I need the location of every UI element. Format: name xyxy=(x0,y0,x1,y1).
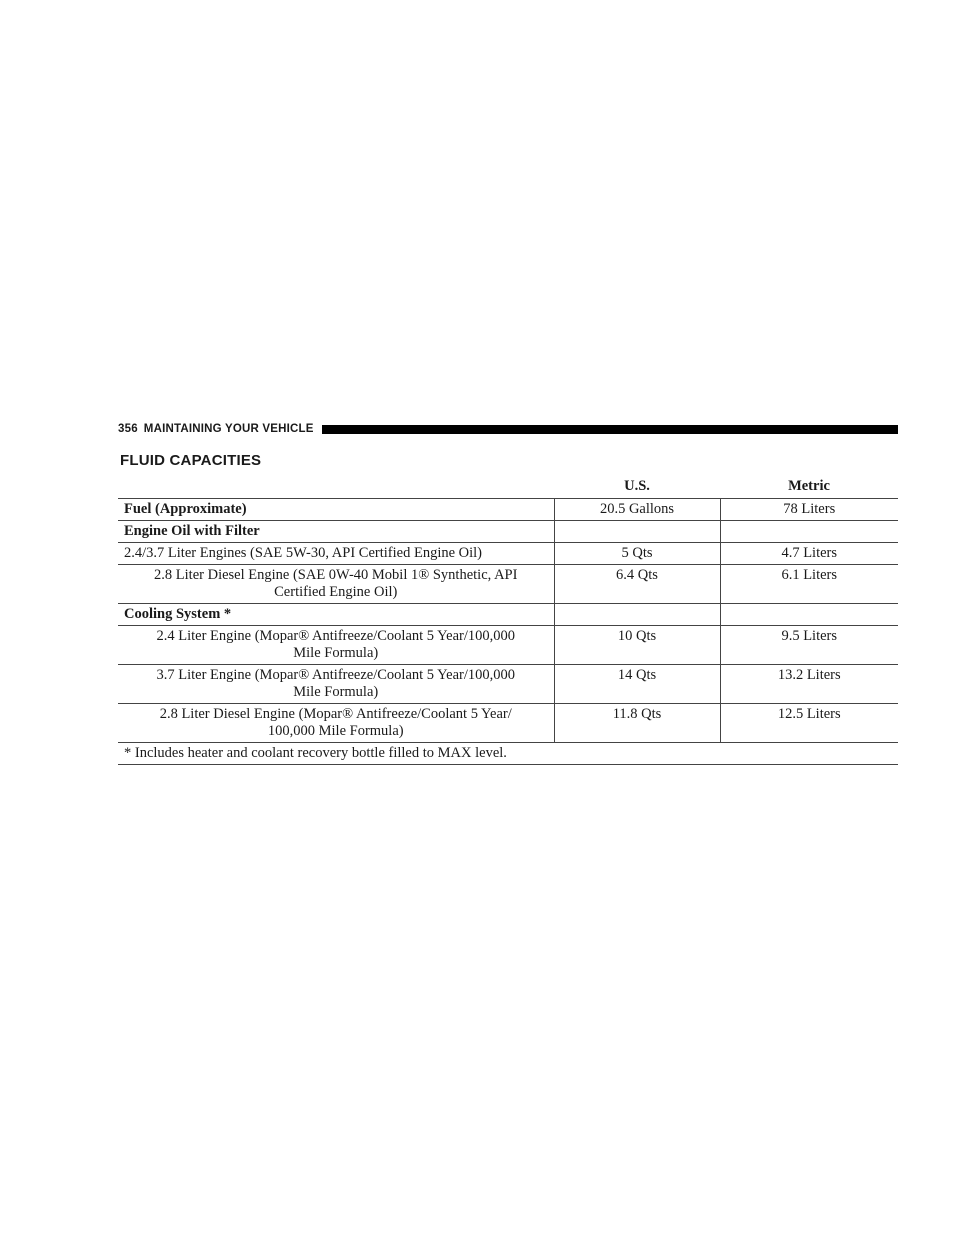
row-metric-value xyxy=(720,604,898,626)
header-description xyxy=(118,476,554,499)
header-us: U.S. xyxy=(554,476,720,499)
row-description: Fuel (Approximate) xyxy=(118,499,554,521)
row-metric-value: 78 Liters xyxy=(720,499,898,521)
table-body xyxy=(118,499,898,743)
row-description-line-1: 2.8 Liter Diesel Engine (SAE 0W-40 Mobil 1® Synthetic, API xyxy=(154,567,518,583)
row-metric-value: 13.2 Liters xyxy=(720,665,898,704)
row-metric-value: 9.5 Liters xyxy=(720,626,898,665)
header-metric: Metric xyxy=(720,476,898,499)
row-us-value: 14 Qts xyxy=(554,665,720,704)
header-rule xyxy=(322,425,898,434)
row-description: Engine Oil with Filter xyxy=(118,521,554,543)
footnote: * Includes heater and coolant recovery bottle filled to MAX level. xyxy=(118,743,898,765)
table-row xyxy=(118,604,898,626)
table-row xyxy=(118,626,898,665)
row-metric-value: 12.5 Liters xyxy=(720,704,898,743)
row-description: 2.4/3.7 Liter Engines (SAE 5W-30, API Certified Engine Oil) xyxy=(118,543,554,565)
row-description: Cooling System * xyxy=(118,604,554,626)
row-us-value: 6.4 Qts xyxy=(554,565,720,604)
table-header-row xyxy=(118,476,898,499)
row-us-value xyxy=(554,521,720,543)
row-us-value: 20.5 Gallons xyxy=(554,499,720,521)
table-row xyxy=(118,704,898,743)
section-label: MAINTAINING YOUR VEHICLE xyxy=(143,423,314,435)
row-description-line-2: 100,000 Mile Formula) xyxy=(267,723,404,739)
table-row xyxy=(118,521,898,543)
row-description-line-2: Certified Engine Oil) xyxy=(274,584,398,600)
page-title: FLUID CAPACITIES xyxy=(120,452,262,469)
row-description xyxy=(118,704,554,743)
row-us-value: 11.8 Qts xyxy=(554,704,720,743)
row-description xyxy=(118,665,554,704)
fluid-capacities-table xyxy=(118,476,898,765)
footnote-row xyxy=(118,743,898,765)
row-description-line-1: 2.8 Liter Diesel Engine (Mopar® Antifreeze/Coolant 5 Year/ xyxy=(159,706,512,722)
row-description-line-2: Mile Formula) xyxy=(293,645,379,661)
row-us-value: 10 Qts xyxy=(554,626,720,665)
page-number: 356 xyxy=(118,423,138,435)
table-row xyxy=(118,543,898,565)
row-metric-value xyxy=(720,521,898,543)
table-row xyxy=(118,665,898,704)
row-us-value xyxy=(554,604,720,626)
table-row xyxy=(118,565,898,604)
fluid-capacities-table-container xyxy=(118,476,898,765)
row-description-line-1: 2.4 Liter Engine (Mopar® Antifreeze/Coolant 5 Year/100,000 xyxy=(156,628,516,644)
row-metric-value: 6.1 Liters xyxy=(720,565,898,604)
row-us-value: 5 Qts xyxy=(554,543,720,565)
table-row xyxy=(118,499,898,521)
row-description xyxy=(118,565,554,604)
row-description-line-1: 3.7 Liter Engine (Mopar® Antifreeze/Coolant 5 Year/100,000 xyxy=(156,667,516,683)
row-metric-value: 4.7 Liters xyxy=(720,543,898,565)
row-description-line-2: Mile Formula) xyxy=(293,684,379,700)
row-description xyxy=(118,626,554,665)
page-header xyxy=(118,422,898,436)
